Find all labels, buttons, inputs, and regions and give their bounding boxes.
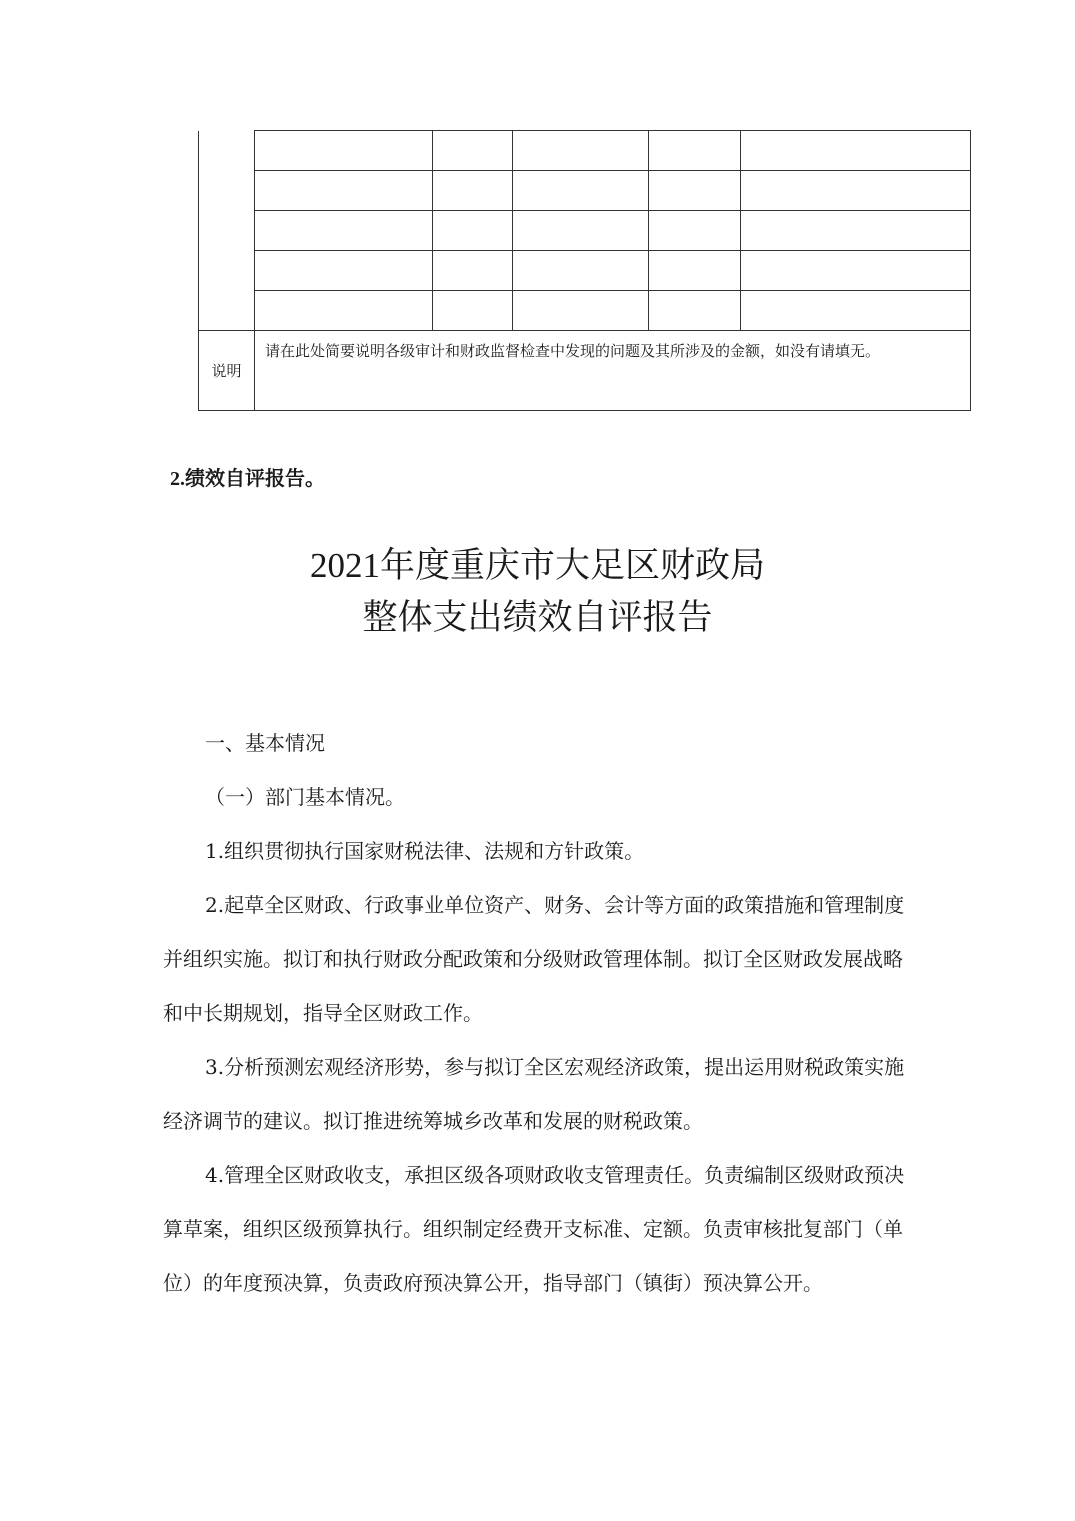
audit-issues-table [198, 130, 971, 411]
table-cell [741, 291, 971, 331]
table-cell [433, 251, 513, 291]
table-row [199, 171, 971, 211]
table-cell [255, 291, 433, 331]
table-cell [513, 251, 649, 291]
report-body [163, 716, 913, 1310]
note-label: 说明 [199, 331, 255, 411]
heading-basic-info: 一、基本情况 [205, 731, 325, 755]
paragraph: 4.管理全区财政收支，承担区级各项财政收支管理责任。负责编制区级财政预决算草案，组织区级预算执行。组织制定经费开支标准、定额。负责审核批复部门（单位）的年度预决算，负责政府预决算公开，指导部门（镇街）预决算公开。 [163, 1163, 905, 1295]
table-row [199, 211, 971, 251]
report-title-line-1: 2021年度重庆市大足区财政局 [309, 546, 765, 585]
table-cell [649, 251, 741, 291]
table-cell [433, 131, 513, 171]
report-title [0, 540, 1075, 644]
table-cell [741, 131, 971, 171]
table-cell [513, 171, 649, 211]
table-cell [433, 211, 513, 251]
table-cell [649, 291, 741, 331]
paragraph: 3.分析预测宏观经济形势，参与拟订全区宏观经济政策，提出运用财税政策实施经济调节的建议。拟订推进统筹城乡改革和发展的财税政策。 [163, 1055, 905, 1133]
table-row [199, 291, 971, 331]
table-cell [649, 211, 741, 251]
table-cell [649, 171, 741, 211]
paragraph: 1.组织贯彻执行国家财税法律、法规和方针政策。 [205, 839, 645, 863]
table-cell [433, 171, 513, 211]
section-heading: 2.绩效自评报告。 [170, 468, 325, 490]
table-cell [255, 131, 433, 171]
table-cell [741, 251, 971, 291]
table-cell [433, 291, 513, 331]
table-cell [255, 251, 433, 291]
table-cell [255, 211, 433, 251]
report-title-line-2: 整体支出绩效自评报告 [362, 598, 713, 637]
table-cell [513, 131, 649, 171]
table-cell [741, 171, 971, 211]
table-row [199, 251, 971, 291]
table-cell [255, 171, 433, 211]
paragraph: 2.起草全区财政、行政事业单位资产、财务、会计等方面的政策措施和管理制度并组织实施。拟订和执行财政分配政策和分级财政管理体制。拟订全区财政发展战略和中长期规划，指导全区财政工作。 [163, 893, 905, 1025]
table-note-row [199, 331, 971, 411]
table-cell [513, 211, 649, 251]
table-row [199, 131, 971, 171]
table-cell [649, 131, 741, 171]
subheading-department-info: （一）部门基本情况。 [205, 785, 405, 809]
table-cell [513, 291, 649, 331]
table-cell [741, 211, 971, 251]
table-side-cell [199, 131, 255, 331]
note-text: 请在此处简要说明各级审计和财政监督检查中发现的问题及其所涉及的金额，如没有请填无。 [255, 331, 971, 411]
